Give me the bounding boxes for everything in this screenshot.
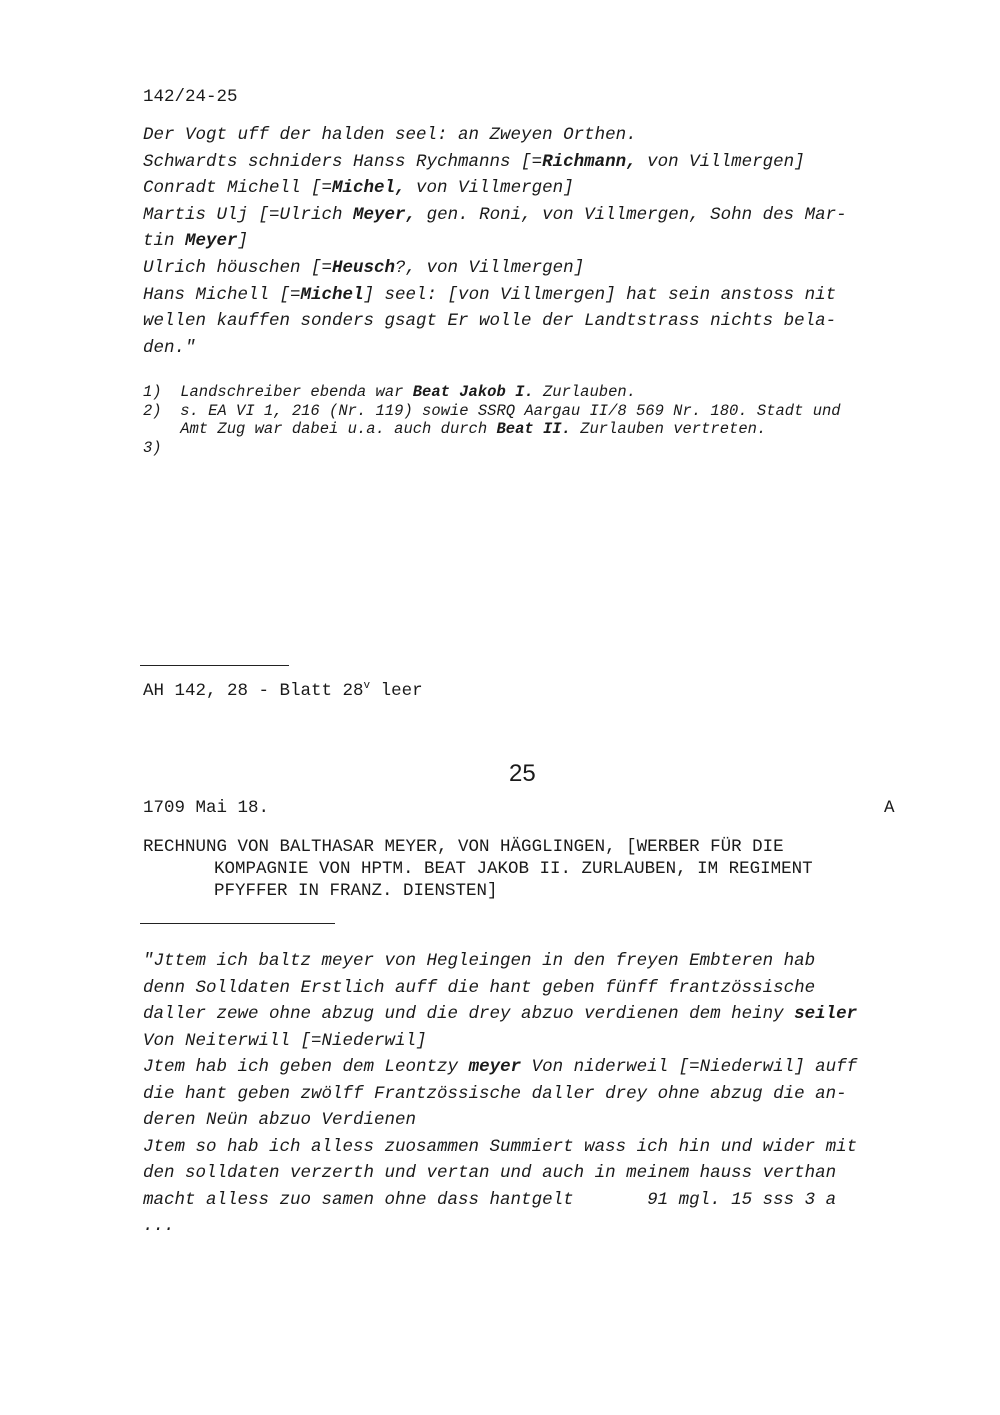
quote-line: Martis Ulj [=Ulrich Meyer, gen. Roni, von Villmergen, Sohn des Mar-: [143, 204, 847, 225]
quote-line: die hant geben zwölff Frantzössische daller drey ohne abzug die an-: [143, 1083, 847, 1104]
footnote-line: 2) s. EA VI 1, 216 (Nr. 119) sowie SSRQ Aargau II/8 569 Nr. 180. Stadt und: [143, 401, 841, 420]
blank-note-prefix: AH 142, 28 - Blatt 28: [143, 681, 364, 701]
heading-line-3: PFYFFER IN FRANZ. DIENSTEN]: [214, 881, 498, 901]
quote-line: Hans Michell [=Michel] seel: [von Villmergen] hat sein anstoss nit: [143, 284, 837, 305]
version-marker: A: [884, 798, 895, 818]
bold-name: Michel: [300, 284, 364, 305]
blank-note-suffix: leer: [370, 681, 423, 701]
bold-name: Richmann,: [542, 151, 637, 172]
bold-name: Michel,: [332, 178, 406, 199]
quote-line: den solldaten verzerth und vertan und auch in meinem hauss verthan: [143, 1163, 837, 1183]
separator-rule: [140, 665, 289, 666]
quote-line: Jtem hab ich geben dem Leontzy meyer Von niderweil [=Niederwil] auff: [143, 1057, 858, 1077]
quote-line: Schwardts schniders Hanss Rychmanns [=Richmann, von Villmergen]: [143, 151, 805, 172]
quote-line: Conradt Michell [=Michel, von Villmergen]: [143, 178, 574, 199]
document-number: 25: [509, 760, 536, 787]
bold-name: seiler: [794, 1004, 858, 1024]
quote-line: Der Vogt uff der halden seel: an Zweyen Orthen.: [143, 125, 637, 145]
quote-line: daller zewe ohne abzug und die drey abzuo verdienen dem heiny seiler: [143, 1004, 858, 1024]
quote-line: deren Neün abzuo Verdienen: [143, 1110, 417, 1130]
bold-name: Beat II.: [496, 420, 571, 438]
heading-line-1: RECHNUNG VON BALTHASAR MEYER, VON HÄGGLINGEN, [WERBER FÜR DIE: [143, 837, 784, 857]
blank-page-note: [143, 678, 423, 707]
bold-name: Meyer,: [353, 204, 417, 225]
bold-name: Beat Jakob I.: [412, 383, 534, 401]
document-date: 1709 Mai 18.: [143, 798, 270, 818]
quote-line: Ulrich höuschen [=Heusch?, von Villmergen]: [143, 258, 585, 278]
quote-line: "Jttem ich baltz meyer von Hegleingen in den freyen Embteren hab: [143, 951, 816, 971]
footnote-line: Amt Zug war dabei u.a. auch durch Beat II. Zurlauben vertreten.: [143, 420, 767, 438]
quote-line: tin Meyer]: [143, 231, 249, 252]
blank-note-superscript: v: [363, 680, 371, 692]
quote-line: denn Solldaten Erstlich auff die hant geben fünff frantzössische: [143, 977, 816, 998]
quote-line: ...: [143, 1216, 175, 1236]
bold-name: Meyer: [185, 231, 238, 252]
bold-name: meyer: [468, 1057, 522, 1077]
quote-line: wellen kauffen sonders gsagt Er wolle der Landtstrass nichts bela-: [143, 311, 837, 332]
separator-rule: [140, 923, 335, 924]
quote-line: den.": [143, 337, 196, 358]
quote-line: Von Neiterwill [=Niederwil]: [143, 1030, 427, 1051]
footnote-line: 1) Landschreiber ebenda war Beat Jakob I. Zurlauben.: [143, 383, 636, 401]
document-reference: 142/24-25: [143, 87, 238, 107]
quote-line: Jtem so hab ich alless zuosammen Summiert wass ich hin und wider mit: [143, 1136, 858, 1157]
bold-name: Heusch: [332, 258, 396, 278]
quote-line: macht alless zuo samen ohne dass hantgelt 91 mgl. 15 sss 3 a: [143, 1189, 837, 1210]
heading-line-2: KOMPAGNIE VON HPTM. BEAT JAKOB II. ZURLAUBEN, IM REGIMENT: [214, 859, 813, 879]
footnote-line: 3): [143, 438, 162, 457]
